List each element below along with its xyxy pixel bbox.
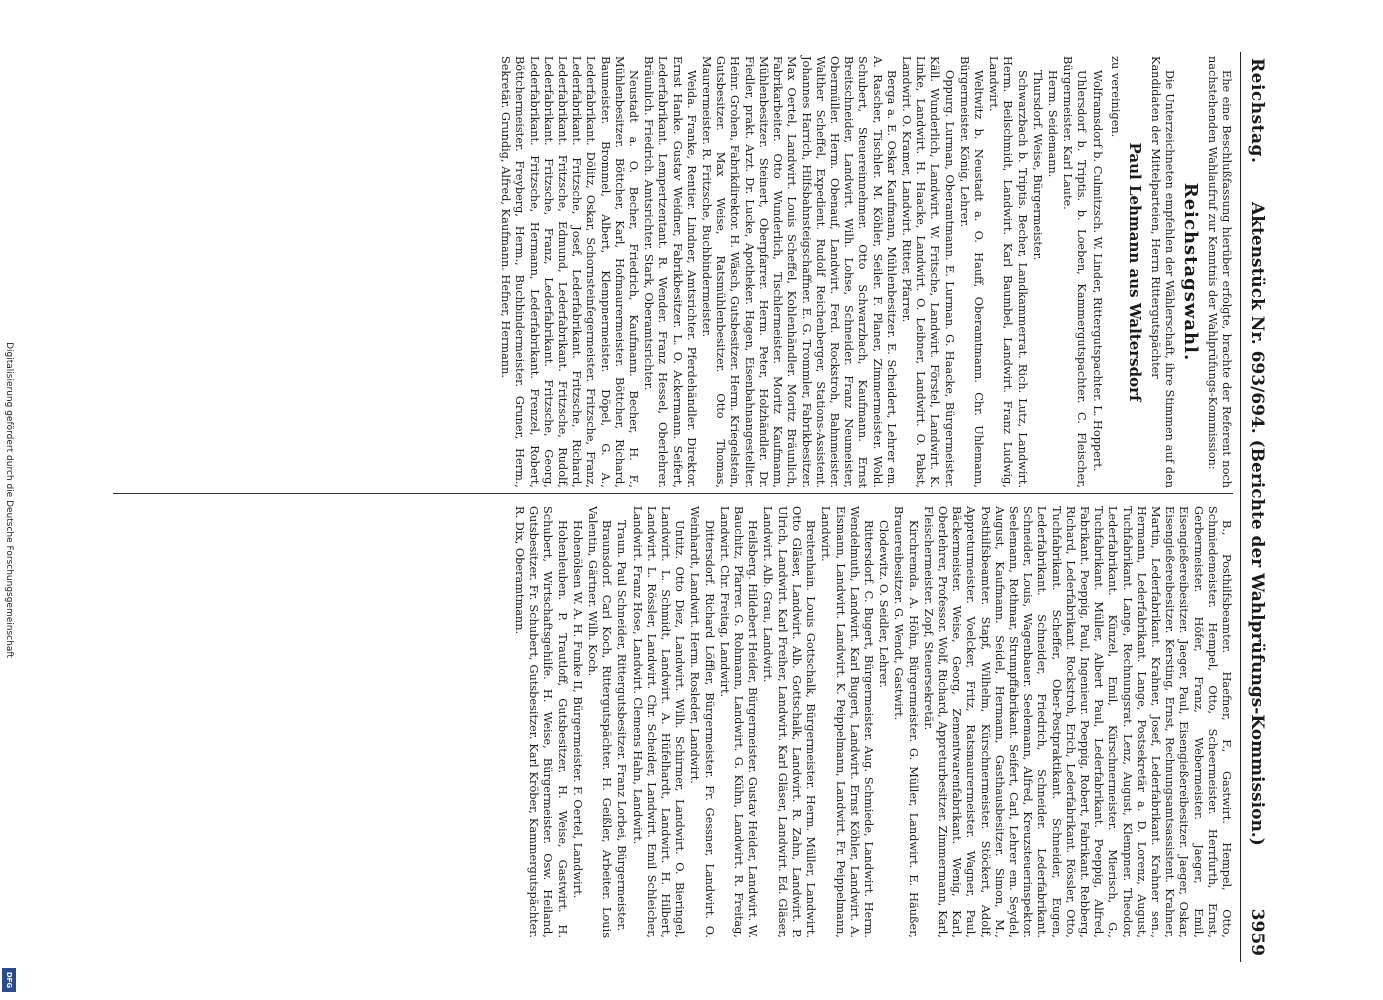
header-title: Aktenstück Nr. 693/694. (Berichte der Wahlprüfungs-Kommission.) xyxy=(1247,202,1267,846)
dfg-footer xyxy=(0,0,18,1000)
signatory-paragraph: Clodewitz. O. Seidler, Lehrer. xyxy=(877,520,891,688)
signatory-paragraph: Heilsberg. Hildebert Heider, Bürgermeister. Gustav Heider, Landwirt. W. Bauchitz, Pfarrer. G. Rohmann, Landwirt. G. Kühn, Landwirt. R. Freitag, Landwirt. Chr. Freitag, Landwirt. xyxy=(717,506,760,938)
right-column xyxy=(511,506,1233,938)
signatory-paragraph: Braunsdorf. Carl Koch, Rittergutspächter. H. Geißler, Arbeiter. Louis Valentin, Gärtner. Wilh. Koch. xyxy=(586,506,614,938)
intro-paragraph: Ehe eine Beschlußfassung hierüber erfolgte, brachte der Referent noch nachstehenden Wahlaufruf zur Kenntnis der Wahlprüfungs-Kommission: xyxy=(1205,56,1233,488)
signatory-paragraph: Rittersdorf. C. Bugert, Bürgermeister. Aug. Schmiede, Landwirt. Herm. Wendelmuth, Landwirt. Karl Bugert, Landwirt. Ernst Köhler, Landwirt. A. Eismann, Landwirt. Landwirt. K. Peippelmann, Landwirt. Fr. Peippelmann, Landwirt. xyxy=(819,506,875,938)
signatory-paragraph: Wolframsdorf b. Culmitzsch. W. Linder, Rittergutspachter. L. Hoppert. xyxy=(1090,70,1104,472)
signatory-paragraph: Breitenhain. Louis Gottschalk, Bürgermeister. Herm. Müller, Landwirt. Otto Gläser, Landwirt. Alb. Gottschalk, Landwirt. R. Zahn, Landwirt. P. Ulrich, Landwirt. Karl Freiher, Landwirt. Karl Gläser, Landwirt. Ed. Gläser, Landwirt. Alb. Grau, Landwirt. xyxy=(761,506,818,938)
signatory-paragraph: Herm. Seidemann. xyxy=(1045,70,1059,178)
signatory-paragraph: Traun. Paul Schneider, Rittergutsbesitzer. Franz Lorbei, Bürgermeister. xyxy=(615,520,629,932)
signatory-paragraph: Hohenleuben. P. Trautloff, Gutsbesitzer. H. Weise, Gastwirt. H. Schubert, Wirtschaftsgehilfe. H. Weise, Bürgermeister. Osw. Heiland, Gutsbesitzer. Fr. Schubert, Gutsbesitzer. Karl Kröber, Kammergutspächter. R. Dix, Oberamtmann. xyxy=(513,506,569,938)
scanned-page xyxy=(23,0,1383,1000)
section-heading: Reichstagswahl. xyxy=(1179,182,1201,362)
left-column xyxy=(497,56,1233,488)
signatory-paragraph: Weltwitz b. Neustadt a. O. Hauff, Oberamtmann. Chr. Uhlemann, Bürgermeister. König, Lehrer. xyxy=(957,56,985,488)
dfg-logo: DFG xyxy=(2,968,16,992)
signatory-paragraph: Kirchremda. A. Höhn, Bürgermeister. G. Müller, Landwirt. E. Häußer, Brauereibesitzer. G. Wendt, Gastwirt. xyxy=(892,506,920,938)
dfg-credit: Digitalisierung gefördert durch die Deutsche Forschungsgemeinschaft xyxy=(4,342,14,658)
signatory-paragraph: Dittersdorf. Richard Löffler, Bürgermeister. Fr. Gessner, Landwirt. O. Weinhardt, Landwirt. Herm. Rosleder, Landwirt. xyxy=(688,506,716,938)
candidate-name: Paul Lehmann aus Waltersdorf xyxy=(1125,142,1144,402)
signatory-paragraph: Neustadt a. O. Becher, Friedrich, Kaufmann. Becher, H. F., Mühlenbesitzer. Böttcher, Karl, Hofmaurermeister. Böttcher, Richard, Baumeister. Brommel, Albert, Klempnermeister. Döpel, G. A., Lederfabrikant. Dölitz, Oskar, Schornsteinfegermeister. Fritzsche, Franz, Lederfabrikant. Fritzsche, Josef, Lederfabrikant. Fritzsche, Richard, Lederfabrikant. Fritzsche, Edmund, Lederfabrikant. Fritzsche, Rudolf, Lederfabrikant. Fritzsche, Franz, Lederfabrikant. Fritzsche, Georg, Lederfabrikant. Fritzsche, Hermann, Lederfabrikant. Frenzel, Robert, Böttchermeister. Freyberg, Herm., Buchbindermeister. Gruner, Herm., Sekretär. Grundig, Alfred, Kaufmann. Hefner, Hermann. xyxy=(499,56,641,488)
signatory-paragraph: Oppurg. Lurman, Oberamtmann. E. Lurman. G. Haacke, Bürgermeister. Käll. Wunderlich, Landwirt. W. Fritsche, Landwirt. Förstel, Landwirt. K. Linke, Landwirt. H. Haacke, Landwirt. O. Leibner, Landwirt. O. Pabst, Landwirt. O. Kramer, Landwirt. Ritter, Pfarrer. xyxy=(899,56,956,488)
signatory-paragraph: Untitz. Otto Diez, Landwirt. Wilh. Schirmer, Landwirt. O. Bieringel, Landwirt. L. Schmidt, Landwirt. A. Hüfelhardt, Landwirt. H. Hilbert, Landwirt. L. Rössler, Landwirt. Chr. Scheider, Landwirt. Emil Schleicher, Landwirt. Franz Hose, Landwirt. Clemens Hahn, Landwirt. xyxy=(630,506,687,938)
signatory-paragraph: Hohenölsen W. A. H. Funke II, Bürgermeister. F. Oertel, Landwirt. xyxy=(570,520,584,899)
header-left: Reichstag. xyxy=(1247,58,1267,164)
signatory-paragraph: B., Posthilfsbeamter. Haefner, F., Gastwirt. Hempel, Otto, Schmiedemeister. Hempel, Otto, Scheermeister. Herrfurth, Ernst, Gerbermeister. Höfer, Franz, Webermeister. Jaeger, Emil, Eisengießereibesitzer. Jaeger, Paul, Eisengießereibesitzer. Jaeger, Oskar, Eisengießereibesitzer. Kersting, Ernst, Rechnungsamtsassistent. Krahner, Martin, Lederfabrikant. Krahner, Josef, Lederfabrikant. Krahner sen., Hermann, Lederfabrikant. Lange, Postsekretär a. D. Lorenz, August, Tuchfabrikant. Lange, Rechnungsrat. Lenz, August, Klempner. Theodor, Lederfabrikant. Künzel, Emil, Kürschnermeister. Mierisch, G., Tuchfabrikant. Müller, Albert Paul, Lederfabrikant. Poeppig, Alfred, Fabrikant. Poeppig, Paul, Ingenieur. Poeppig, Robert, Fabrikant. Rebberg, Richard, Lederfabrikant. Rockstroh, Erich, Lederfabrikant. Rössler, Otto, Tuchfabrikant. Scheffer, Ober-Postpraktikant. Schneider, Eugen, Lederfabrikant. Schneider, Friedrich, Schneider. Lederfabrikant. Schneider, Louis, Wagenbauer. Seelemann, Alfred, Kreuzsteuerinspektor. Seelemann, Rothmar, Strumpffabrikant. Seifert, Carl, Lehrer em. Seydel, August, Kaufmann. Seidel, Hermann, Gasthausbesitzer. Simon, M., Posthilfsbeamter. Stapf, Wilhelm, Kürschnermeister. Stöckert, Adolf, Appreturmeister. Voelcker, Fritz, Ratsmaurermeister. Wagner, Paul, Bäckermeister. Weise, Georg, Zementwarenfabrikant. Wenig, Karl, Oberlehrer, Professor. Wolf, Richard, Appreturbesitzer. Zimmermann, Karl, Fleischermeister. Zopf, Steuersekretär. xyxy=(921,506,1233,938)
candidate-tail: zu vereinigen. xyxy=(1108,56,1122,138)
page-number: 3959 xyxy=(1247,908,1267,956)
column-divider xyxy=(113,493,1233,494)
signatory-paragraph: Thursdorf. Weise, Bürgermeister. xyxy=(1030,70,1044,261)
page-header xyxy=(1240,52,1275,962)
signatory-paragraph: Uhlersdorf b. Triptis. b. Loeben, Kammergutspachter. C. Fleischer, Bürgermeister. Karl Laute. xyxy=(1061,56,1089,488)
lead-paragraph: Die Unterzeichneten empfehlen der Wählerschaft, ihre Stimmen auf den Kandidaten der Mittelparteien, Herrn Rittergutspächter xyxy=(1149,56,1177,488)
signatory-paragraph: Schwarzbach b. Triptis. Becher, Landkammerrat. Rich. Lutz, Landwirt. Herm. Beilschmidt, Landwirt. Karl Baumbel, Landwirt. Franz Ludwig, Landwirt. xyxy=(987,56,1029,488)
signatory-paragraph: Berga a. E. Oskar Kaufmann, Mühlenbesitzer. E. Scheidert, Lehrer em. A. Rascher, Tischler. M. Köhler, Seiler. F. Planer, Zimmermeister. Wold. Schubert, Steuereinnehmer. Otto Schwarzbach, Kaufmann. Ernst Breitschneider, Landwirt. Wilh. Lohse, Schneider. Franz Neumeister, Obermüller. Herm. Obenauf, Landwirt. Ferd. Rockstroh, Bahnmeister. Walther Scheffel, Expedient. Rudolf Reichenberger, Stations-Assistent. Johannes Harrich, Hilfsbahnsteigschaffner. E. G. Trommler, Fabrikbesitzer. Max Oertel, Landwirt. Louis Scheffel, Kohlenhändler. Moritz Bräunlich, Fabrikarbeiter. Otto Wunderlich, Tischlermeister. Moritz Kaufmann, Mühlenbesitzer. Steinert, Oberpfarrer. Herm. Peter, Holzhändler. Dr. Fiedler, prakt. Arzt. Dr. Lucke, Apotheker. Hagen, Eisenbahnangestellter. Heinr. Grohen, Fabrikdirektor. H. Wäsch, Gutsbesitzer. Herm. Kriegelstein, Gutsbesitzer. Max Weise, Ratsmühlenbesitzer. Otto Thomas, Maurermeister. R. Fritzsche, Buchbindermeister. xyxy=(700,56,898,488)
signatory-paragraph: Weida. Franke, Rentier. Lindner, Amtsrichter. Pferdehändler. Direktor. Ernst Hanke. Gustav Weidner, Fabrikbesitzer. L. O. Ackermann. Seifert, Lederfabrikant. Lempertzentant. R. Wender. Franz Hessel, Oberlehrer. Bräunlich. Friedrich. Amtsrichter. Stark, Oberamtsrichter. xyxy=(642,56,698,488)
